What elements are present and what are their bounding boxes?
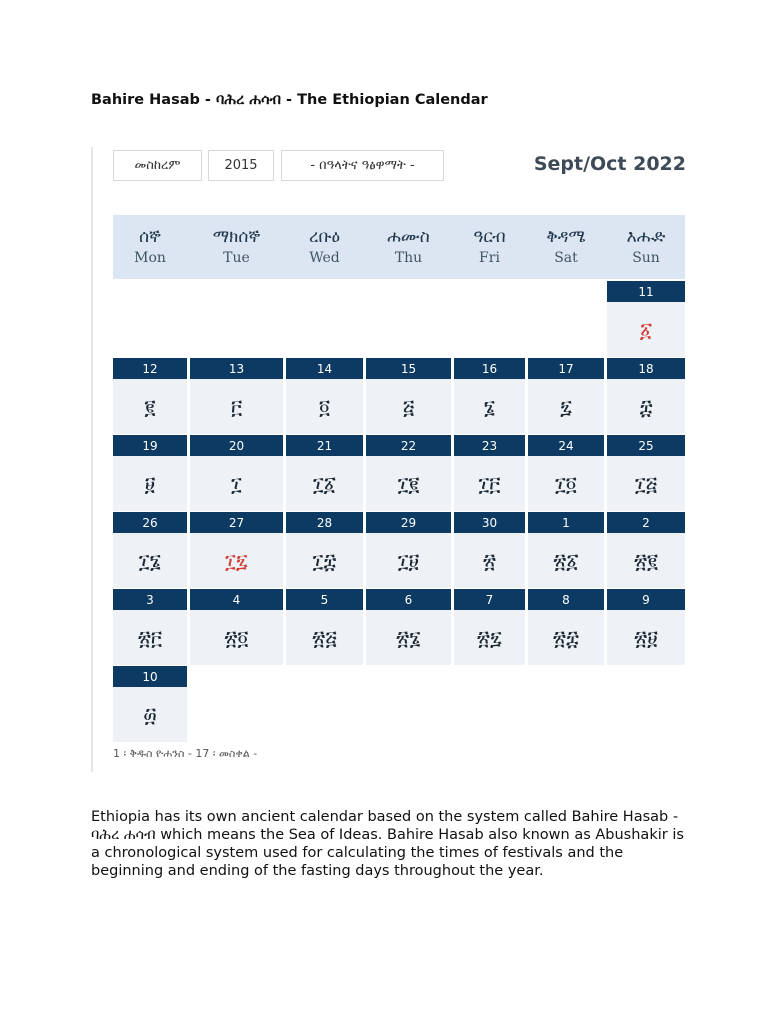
weekday-english-label: Mon — [134, 250, 166, 266]
ethiopian-date: ፳፩ — [528, 533, 604, 588]
day-cell[interactable] — [113, 512, 187, 588]
ethiopian-date: ፲፱ — [366, 533, 451, 588]
day-cell[interactable] — [607, 358, 685, 434]
ethiopian-date: ፱ — [113, 456, 187, 511]
gregorian-date: 26 — [113, 512, 187, 533]
gregorian-date: 3 — [113, 589, 187, 610]
day-cell[interactable] — [528, 589, 604, 665]
ethiopian-date: ፯ — [528, 379, 604, 434]
gregorian-date: 12 — [113, 358, 187, 379]
weekday-english-label: Tue — [223, 250, 250, 266]
gregorian-date: 22 — [366, 435, 451, 456]
year-select[interactable]: 2015 — [208, 150, 274, 181]
ethiopian-date: ፳፰ — [528, 610, 604, 665]
weekday-amharic-label: እሑድ — [626, 227, 666, 247]
ethiopian-date: ፪ — [113, 379, 187, 434]
day-cell[interactable] — [190, 358, 283, 434]
day-cell[interactable] — [607, 281, 685, 357]
gregorian-date: 23 — [454, 435, 525, 456]
day-cell[interactable] — [528, 358, 604, 434]
day-cell[interactable] — [454, 358, 525, 434]
day-cell[interactable] — [607, 512, 685, 588]
ethiopian-date: ፲፫ — [454, 456, 525, 511]
gregorian-date: 20 — [190, 435, 283, 456]
gregorian-date: 27 — [190, 512, 283, 533]
day-cell[interactable] — [190, 435, 283, 511]
day-cell[interactable] — [190, 589, 283, 665]
gregorian-date: 10 — [113, 666, 187, 687]
description-paragraph: Ethiopia has its own ancient calendar based on the system called Bahire Hasab - ባሕረ ሐሳብ which means the Sea of Ideas. Bahire Hasab also known as Abushakir is a chronological system used for calculating the times of festivals and the beginning and ending of the fasting days throughout the year. — [91, 809, 684, 879]
day-cell[interactable] — [454, 512, 525, 588]
day-cell[interactable] — [286, 512, 363, 588]
ethiopian-date: ፳፫ — [113, 610, 187, 665]
month-title: Sept/Oct 2022 — [533, 153, 686, 175]
weekday-sun — [607, 215, 685, 279]
gregorian-date: 15 — [366, 358, 451, 379]
ethiopian-date: ፲፰ — [286, 533, 363, 588]
day-cell[interactable] — [366, 435, 451, 511]
day-cell[interactable] — [286, 435, 363, 511]
day-cell[interactable] — [113, 358, 187, 434]
gregorian-date: 7 — [454, 589, 525, 610]
weekday-amharic-label: ቅዳሜ — [546, 227, 586, 247]
day-cell[interactable] — [528, 512, 604, 588]
ethiopian-date: ፳፯ — [454, 610, 525, 665]
ethiopian-date: ፴ — [113, 687, 187, 742]
ethiopian-date: ፭ — [366, 379, 451, 434]
gregorian-date: 16 — [454, 358, 525, 379]
ethiopian-date: ፫ — [190, 379, 283, 434]
ethiopian-date: ፮ — [454, 379, 525, 434]
month-select[interactable]: መስከረም — [113, 150, 202, 181]
day-cell[interactable] — [286, 358, 363, 434]
gregorian-date: 2 — [607, 512, 685, 533]
weekday-thu — [366, 215, 451, 279]
gregorian-date: 21 — [286, 435, 363, 456]
ethiopian-date: ፲፭ — [607, 456, 685, 511]
weekday-english-label: Fri — [479, 250, 500, 266]
ethiopian-date: ፲፯ — [190, 533, 283, 588]
ethiopian-date: ፳፭ — [286, 610, 363, 665]
day-cell[interactable] — [286, 589, 363, 665]
weekday-amharic-label: ሰኞ — [139, 227, 161, 247]
day-cell[interactable] — [366, 512, 451, 588]
widget-border — [91, 147, 93, 772]
weekday-wed — [286, 215, 363, 279]
ethiopian-date: ፲፪ — [366, 456, 451, 511]
day-cell[interactable] — [190, 512, 283, 588]
day-cell[interactable] — [454, 589, 525, 665]
day-cell[interactable] — [454, 435, 525, 511]
holiday-select[interactable]: - በዓላትና ዓፅዋማት - — [281, 150, 444, 181]
ethiopian-date: ፲፬ — [528, 456, 604, 511]
ethiopian-date: ፬ — [286, 379, 363, 434]
weekday-english-label: Wed — [309, 250, 340, 266]
ethiopian-date: ፲፩ — [286, 456, 363, 511]
day-cell[interactable] — [366, 589, 451, 665]
day-cell[interactable] — [607, 435, 685, 511]
gregorian-date: 14 — [286, 358, 363, 379]
weekday-amharic-label: ማክሰኞ — [212, 227, 261, 247]
weekday-english-label: Sat — [554, 250, 578, 266]
day-cell[interactable] — [113, 666, 187, 742]
gregorian-date: 19 — [113, 435, 187, 456]
weekday-sat — [528, 215, 604, 279]
gregorian-date: 30 — [454, 512, 525, 533]
gregorian-date: 13 — [190, 358, 283, 379]
gregorian-date: 11 — [607, 281, 685, 302]
ethiopian-date: ፲፮ — [113, 533, 187, 588]
weekday-english-label: Thu — [394, 250, 423, 266]
ethiopian-date: ፲ — [190, 456, 283, 511]
ethiopian-date: ፩ — [607, 302, 685, 357]
day-cell[interactable] — [366, 358, 451, 434]
weekday-fri — [454, 215, 525, 279]
gregorian-date: 8 — [528, 589, 604, 610]
gregorian-date: 25 — [607, 435, 685, 456]
gregorian-date: 5 — [286, 589, 363, 610]
day-cell[interactable] — [113, 435, 187, 511]
weekday-amharic-label: ዓርብ — [473, 227, 506, 247]
weekday-amharic-label: ሐሙስ — [387, 227, 430, 247]
gregorian-date: 17 — [528, 358, 604, 379]
page-heading: Bahire Hasab - ባሕረ ሐሳብ - The Ethiopian Calendar — [91, 92, 488, 108]
gregorian-date: 4 — [190, 589, 283, 610]
ethiopian-date: ፳፪ — [607, 533, 685, 588]
weekday-english-label: Sun — [632, 250, 660, 266]
gregorian-date: 28 — [286, 512, 363, 533]
day-cell[interactable] — [528, 435, 604, 511]
gregorian-date: 9 — [607, 589, 685, 610]
gregorian-date: 29 — [366, 512, 451, 533]
weekday-amharic-label: ረቡዕ — [308, 227, 341, 247]
day-cell[interactable] — [113, 589, 187, 665]
ethiopian-date: ፳፮ — [366, 610, 451, 665]
ethiopian-date: ፳ — [454, 533, 525, 588]
gregorian-date: 18 — [607, 358, 685, 379]
gregorian-date: 24 — [528, 435, 604, 456]
ethiopian-date: ፳፬ — [190, 610, 283, 665]
gregorian-date: 6 — [366, 589, 451, 610]
ethiopian-date: ፳፱ — [607, 610, 685, 665]
gregorian-date: 1 — [528, 512, 604, 533]
day-cell[interactable] — [607, 589, 685, 665]
ethiopian-date: ፰ — [607, 379, 685, 434]
weekday-mon — [113, 215, 187, 279]
holiday-legend: 1 ፡ ቅዱስ ዮሐንስ - 17 ፡ መስቀል - — [113, 747, 258, 760]
weekday-tue — [190, 215, 283, 279]
